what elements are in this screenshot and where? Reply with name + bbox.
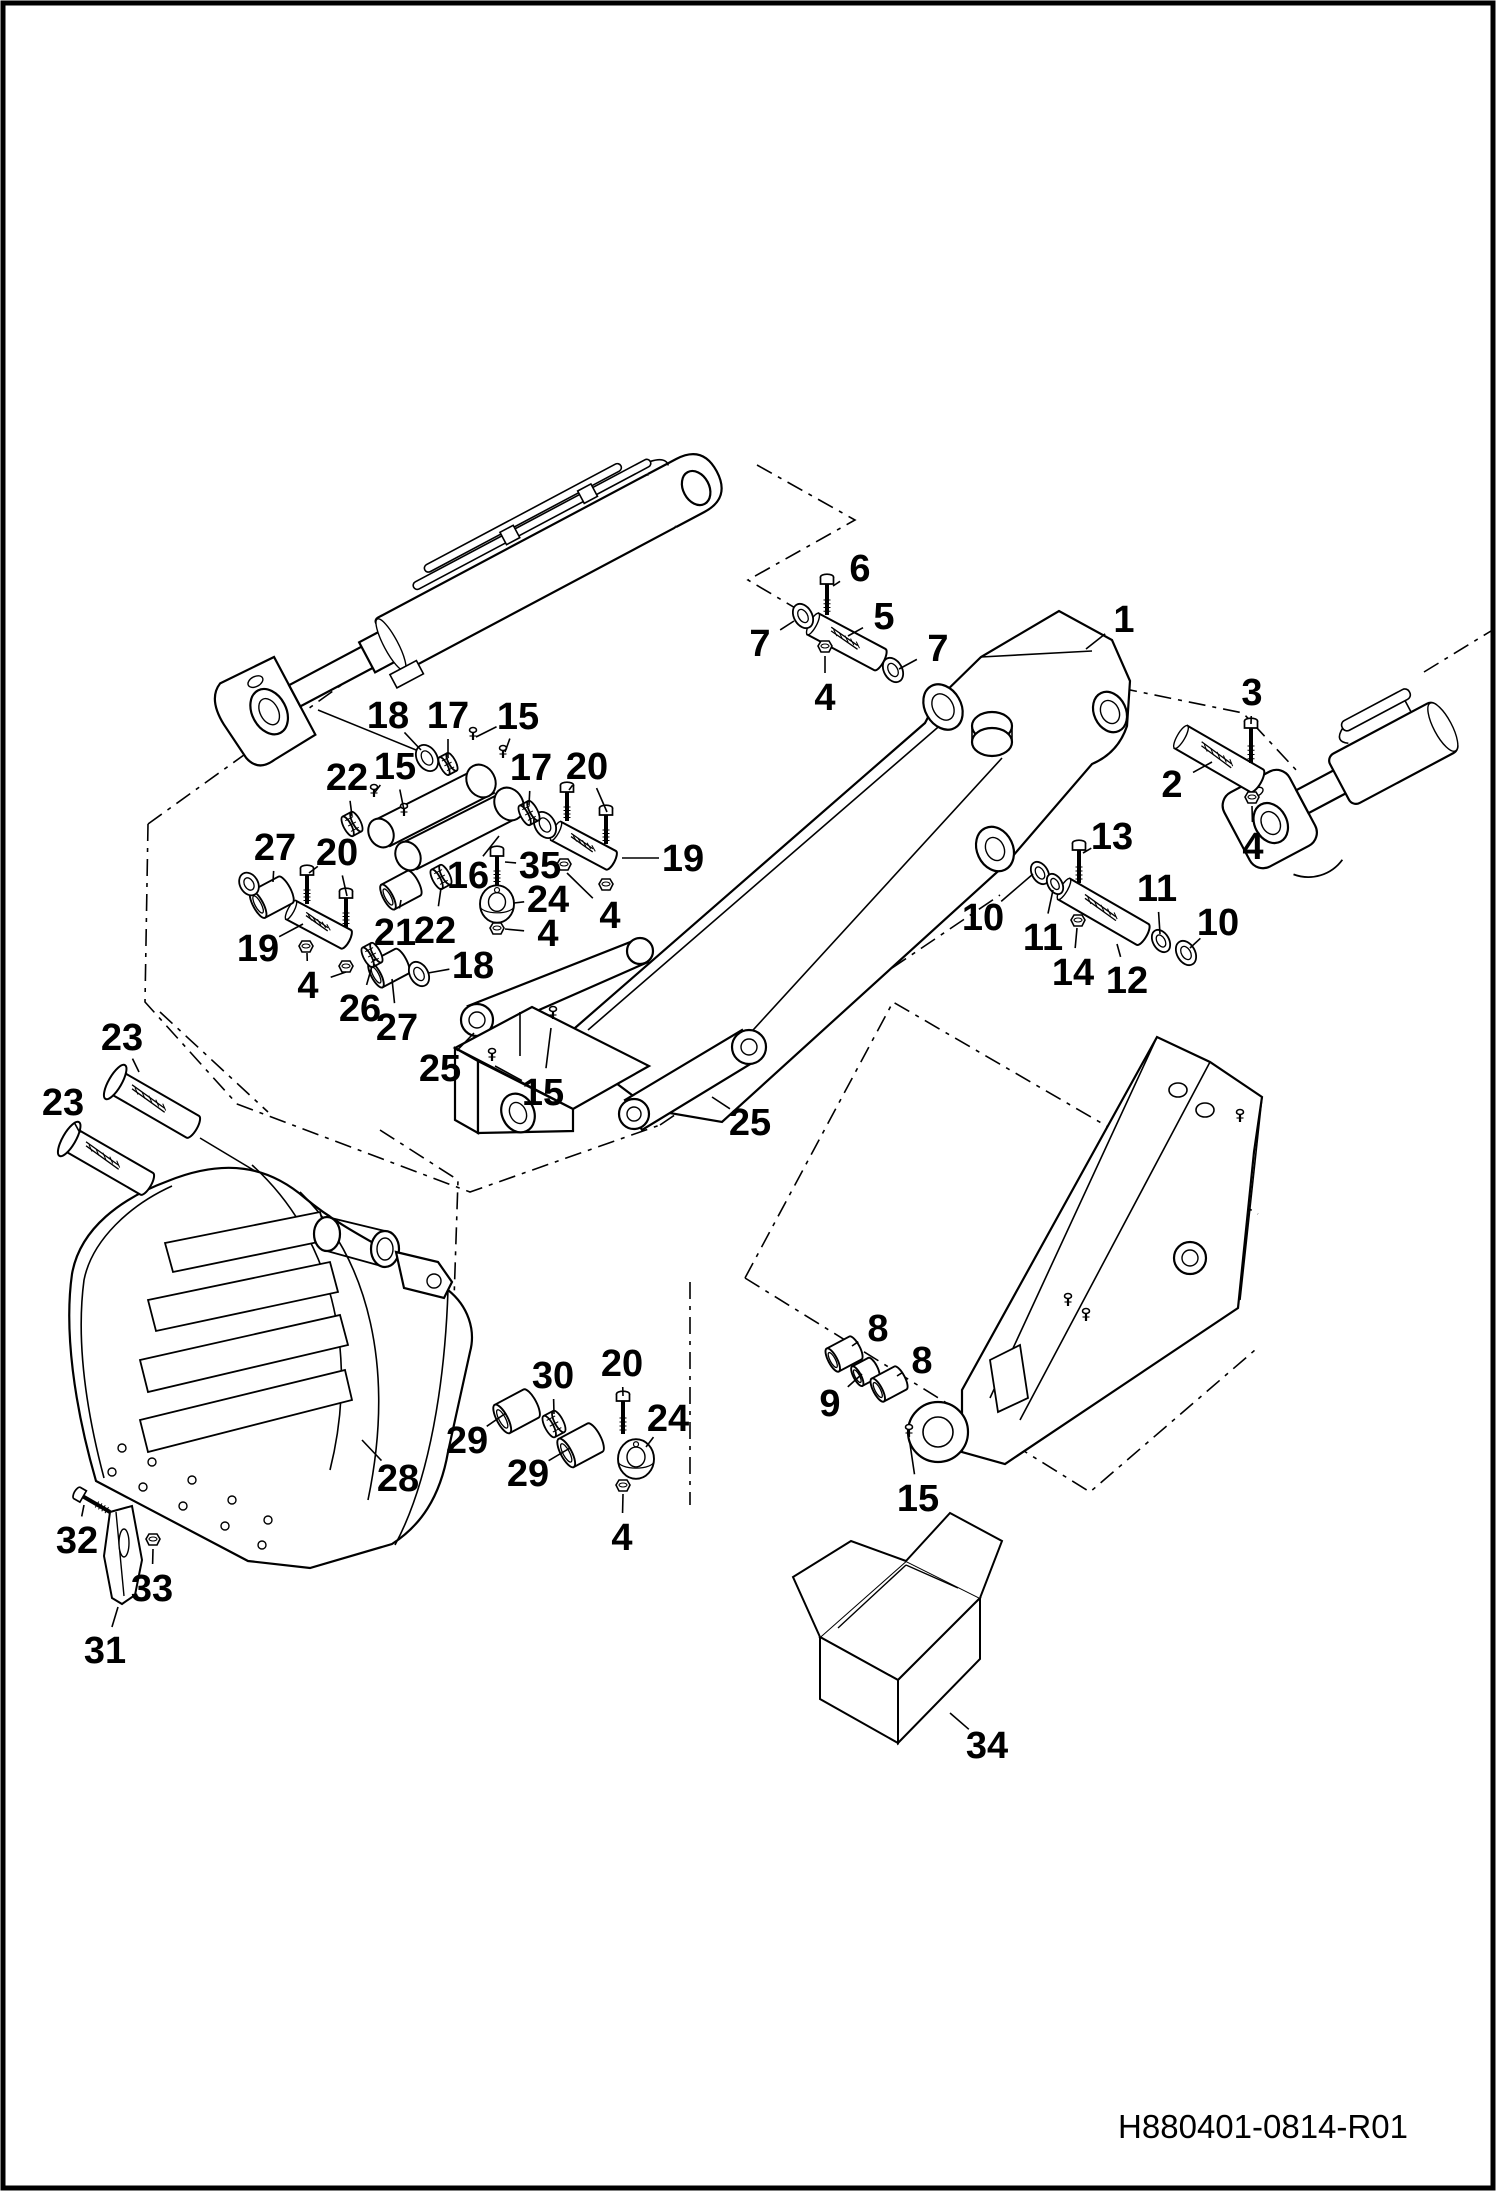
washer [1148,927,1174,956]
callout-30: 30 [531,1355,575,1397]
bolt [617,1391,630,1434]
callout-29: 29 [506,1453,550,1495]
parts-box-34 [793,1513,1002,1743]
nut [616,1480,630,1491]
leader-line [1117,944,1121,957]
callout-18: 18 [451,945,495,987]
drawing-number: H880401-0814-R01 [1118,2108,1408,2145]
callout-4: 4 [814,677,836,719]
callout-16: 16 [446,855,490,897]
callout-25: 25 [728,1102,772,1144]
leader-line [1001,874,1033,901]
callout-22: 22 [325,757,369,799]
callout-34: 34 [965,1725,1009,1767]
callout-32: 32 [55,1520,99,1562]
nut [1071,915,1085,926]
callout-28: 28 [376,1458,420,1500]
callout-8: 8 [867,1308,889,1350]
leader-line [1048,890,1053,914]
callout-24: 24 [526,879,570,921]
blade-piece [908,1037,1262,1464]
leader-line [132,1059,139,1072]
bolt [1073,840,1086,883]
leader-line [505,929,524,931]
arm-cylinder [202,424,739,774]
callout-24: 24 [646,1398,690,1440]
callout-7: 7 [749,623,771,665]
callout-31: 31 [83,1630,127,1672]
leader-line [279,924,303,937]
leader-line [505,862,516,863]
leader-line [476,727,497,737]
callout-27: 27 [253,827,297,869]
callout-4: 4 [1242,826,1264,868]
nut [1245,792,1259,803]
callout-25: 25 [418,1048,462,1090]
bushing [377,869,424,912]
leader-line [899,659,917,669]
bolt [71,1486,113,1518]
leader-line [567,873,593,898]
pin [100,1062,207,1146]
callout-23: 23 [100,1017,144,1059]
callout-11: 11 [1022,917,1064,959]
callout-23: 23 [41,1082,85,1124]
grease-fitting [470,728,477,741]
callout-10: 10 [1196,902,1240,944]
bolt [1245,718,1258,763]
leader-line [82,1505,84,1516]
callout-3: 3 [1241,672,1263,714]
leader-line [428,969,449,973]
pin [54,1119,161,1203]
leader-line [438,888,441,906]
nut [599,879,613,890]
callout-4: 4 [297,965,319,1007]
nut [146,1534,160,1545]
callout-20: 20 [565,746,609,788]
callout-6: 6 [849,548,871,590]
callout-8: 8 [911,1340,933,1382]
nut [299,941,313,952]
callout-29: 29 [445,1420,489,1462]
callout-15: 15 [521,1072,565,1114]
nut [490,923,504,934]
bolt [821,574,834,615]
nut [818,641,832,652]
callout-11: 11 [1136,868,1178,910]
callout-20: 20 [600,1343,644,1385]
callout-4: 4 [611,1517,633,1559]
callout-14: 14 [1051,952,1095,994]
bolt [561,782,574,821]
callout-33: 33 [130,1568,174,1610]
callout-35: 35 [518,845,562,887]
callout-21: 21 [373,912,417,954]
callout-15: 15 [896,1478,940,1520]
washer [405,958,434,990]
leader-line [514,902,524,903]
callout-12: 12 [1105,960,1149,1002]
bolt [491,846,504,885]
callout-13: 13 [1090,816,1134,858]
callout-15: 15 [373,746,417,788]
leader-line [112,1607,118,1627]
nut [339,961,353,972]
arm-part-1 [560,611,1133,1122]
callout-20: 20 [315,832,359,874]
leader-line [780,621,794,630]
callout-2: 2 [1161,764,1183,806]
callout-19: 19 [661,838,705,880]
callout-17: 17 [509,747,553,789]
leader-line [529,791,530,805]
callout-15: 15 [496,696,540,738]
callout-1: 1 [1113,599,1135,641]
leader-line [331,972,346,977]
callout-27: 27 [375,1007,419,1049]
callout-19: 19 [236,928,280,970]
callout-18: 18 [366,695,410,737]
pin [283,899,354,950]
callout-5: 5 [873,596,895,638]
callout-22: 22 [413,910,457,952]
leader-line [273,871,274,882]
callout-17: 17 [426,695,470,737]
callout-26: 26 [338,988,382,1030]
callout-4: 4 [599,895,621,937]
shim-disc [618,1439,654,1479]
callout-10: 10 [961,897,1005,939]
callout-9: 9 [819,1383,841,1425]
leader-line [1075,928,1077,948]
callout-7: 7 [927,628,949,670]
callout-4: 4 [537,913,559,955]
